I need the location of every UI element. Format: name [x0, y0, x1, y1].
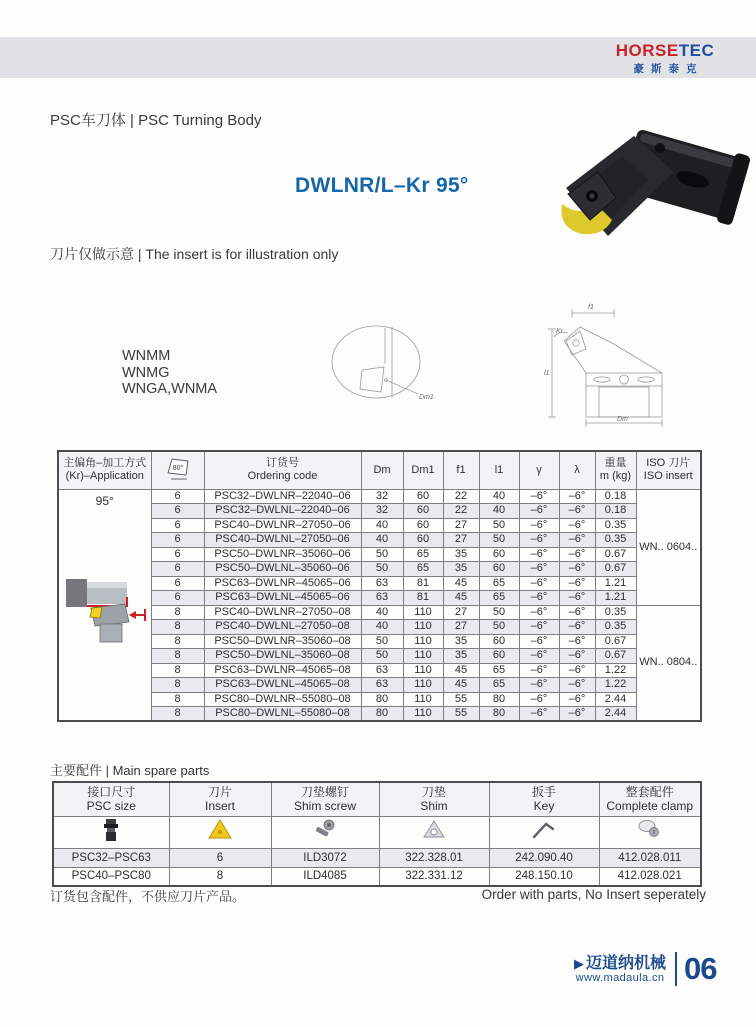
cell-f1: 45 — [443, 576, 479, 591]
cell-g: –6° — [519, 533, 559, 548]
cell-code: PSC80–DWLNR–55080–08 — [204, 692, 361, 707]
spare-col-shim — [379, 782, 489, 816]
spare-col-en: Shim — [420, 799, 448, 814]
iso-insert-cell: WN.. 0604.. — [636, 489, 701, 605]
cell-dm1: 110 — [403, 605, 443, 620]
cell-dm: 40 — [361, 620, 403, 635]
cell-dm: 50 — [361, 649, 403, 664]
cell-dm1: 60 — [403, 504, 443, 519]
cell-m: 1.21 — [595, 576, 636, 591]
spare-col-en: Shim screw — [293, 799, 356, 814]
cell-m: 2.44 — [595, 707, 636, 722]
cell-dm: 32 — [361, 489, 403, 504]
psc-coupling-icon — [97, 817, 125, 843]
cell-g: –6° — [519, 591, 559, 606]
key-icon-cell — [489, 816, 599, 848]
cell-g: –6° — [519, 489, 559, 504]
cell-l: –6° — [559, 547, 595, 562]
cell-dm1: 81 — [403, 591, 443, 606]
cell-size: 8 — [151, 649, 204, 664]
ordering-table-row — [58, 634, 701, 649]
cell-m: 0.67 — [595, 634, 636, 649]
cell-g: –6° — [519, 504, 559, 519]
cell-f1: 55 — [443, 707, 479, 722]
cell-size: 6 — [151, 547, 204, 562]
dm1-dimension-label: Dm1 — [419, 394, 434, 401]
col-insert-shape — [151, 451, 204, 489]
cell-g: –6° — [519, 518, 559, 533]
col-ordering-zh: 订货号 — [266, 457, 299, 470]
ordering-table-row — [58, 591, 701, 606]
cell-m: 0.67 — [595, 649, 636, 664]
insert-type: WNGA,WNMA — [122, 381, 218, 397]
spare-row — [53, 867, 701, 886]
col-application-zh: 主偏角–加工方式 — [63, 457, 147, 470]
cell-dm1: 110 — [403, 692, 443, 707]
cell-size: 6 — [151, 576, 204, 591]
cell-l: –6° — [559, 634, 595, 649]
col-l1: l1 — [479, 451, 519, 489]
col-dm1: Dm1 — [403, 451, 443, 489]
cell-f1: 45 — [443, 591, 479, 606]
cell-dm: 63 — [361, 576, 403, 591]
cell-m: 0.35 — [595, 620, 636, 635]
brand-block — [574, 955, 666, 984]
spare-col-en: Complete clamp — [606, 799, 694, 814]
cell-l: –6° — [559, 533, 595, 548]
cell-l: –6° — [559, 649, 595, 664]
brand-name: 迈道纳机械 — [586, 954, 667, 972]
brand-name-line — [574, 955, 666, 972]
shim-icon — [420, 817, 448, 843]
cell-l1: 60 — [479, 547, 519, 562]
cell-code: PSC40–DWLNR–27050–08 — [204, 605, 361, 620]
spare-row — [53, 848, 701, 867]
cell-dm1: 65 — [403, 547, 443, 562]
col-ordering-code — [204, 451, 361, 489]
cell-code: PSC50–DWLNR–35060–08 — [204, 634, 361, 649]
spare-col-en: Insert — [204, 799, 235, 814]
page-footer — [574, 951, 717, 987]
cell-dm: 63 — [361, 591, 403, 606]
cell-m: 1.21 — [595, 591, 636, 606]
application-cell — [58, 489, 151, 721]
spare-parts-title: 主要配件 | Main spare parts — [50, 763, 210, 778]
detail-drawing-dm1 — [326, 320, 438, 410]
cell-l: –6° — [559, 504, 595, 519]
cell-g: –6° — [519, 707, 559, 722]
cell-size: 8 — [151, 663, 204, 678]
cell-l: –6° — [559, 663, 595, 678]
cell-l1: 50 — [479, 533, 519, 548]
cell-g: –6° — [519, 547, 559, 562]
ordering-table-row — [58, 692, 701, 707]
cell-g: –6° — [519, 692, 559, 707]
spare-col-en: Key — [533, 799, 555, 814]
spare-col-key — [489, 782, 599, 816]
cell-code: PSC32–DWLNL–22040–06 — [204, 504, 361, 519]
cell-f1: 22 — [443, 489, 479, 504]
cell-dm: 40 — [361, 518, 403, 533]
col-weight — [595, 451, 636, 489]
ordering-table-row — [58, 576, 701, 591]
cell-code: PSC63–DWLNL–45065–08 — [204, 678, 361, 693]
spare-psc-size: PSC32–PSC63 — [53, 848, 169, 867]
f1-dimension-label: f1 — [588, 304, 594, 311]
cell-l1: 65 — [479, 678, 519, 693]
cell-f1: 27 — [443, 533, 479, 548]
cell-size: 8 — [151, 620, 204, 635]
cell-m: 0.35 — [595, 533, 636, 548]
cell-dm: 50 — [361, 634, 403, 649]
cell-dm1: 60 — [403, 489, 443, 504]
cell-code: PSC63–DWLNR–45065–08 — [204, 663, 361, 678]
cell-dm1: 110 — [403, 620, 443, 635]
cell-g: –6° — [519, 576, 559, 591]
col-f1: f1 — [443, 451, 479, 489]
col-ordering-en: Ordering code — [247, 470, 318, 483]
iso-insert-cell: WN.. 0804.. — [636, 605, 701, 721]
cell-l1: 60 — [479, 649, 519, 664]
product-heading: DWLNR/L–Kr 95° — [295, 174, 469, 197]
cell-size: 8 — [151, 678, 204, 693]
main-table-body — [58, 489, 701, 721]
cell-g: –6° — [519, 562, 559, 577]
spare-parts-table — [52, 781, 702, 887]
logo-wordmark — [610, 42, 720, 60]
cell-size: 8 — [151, 707, 204, 722]
cell-code: PSC50–DWLNR–35060–06 — [204, 547, 361, 562]
l1-dimension-label: l1 — [544, 370, 550, 377]
cell-dm: 50 — [361, 547, 403, 562]
cell-code: PSC50–DWLNL–35060–06 — [204, 562, 361, 577]
cell-f1: 27 — [443, 605, 479, 620]
cell-l1: 80 — [479, 692, 519, 707]
insert-icon-cell — [169, 816, 271, 848]
order-note-en: Order with parts, No Insert seperately — [481, 887, 706, 902]
cell-f1: 35 — [443, 562, 479, 577]
ordering-table-row — [58, 678, 701, 693]
ordering-table-row — [58, 649, 701, 664]
clamp-icon-cell — [599, 816, 701, 848]
spare-shim-screw: ILD3072 — [271, 848, 379, 867]
cell-f1: 35 — [443, 634, 479, 649]
cell-dm1: 110 — [403, 663, 443, 678]
cell-l: –6° — [559, 591, 595, 606]
cell-code: PSC63–DWLNR–45065–06 — [204, 576, 361, 591]
shim-icon-cell — [379, 816, 489, 848]
col-weight-zh: 重量 — [604, 457, 627, 470]
spare-complete-clamp: 412.028.011 — [599, 848, 701, 867]
cell-l1: 50 — [479, 620, 519, 635]
page-number: 06 — [684, 951, 717, 986]
horsetec-logo — [610, 42, 720, 76]
cell-code: PSC63–DWLNL–45065–06 — [204, 591, 361, 606]
spare-complete-clamp: 412.028.021 — [599, 867, 701, 886]
spare-header-row — [53, 782, 701, 816]
cell-size: 8 — [151, 634, 204, 649]
shim-screw-icon — [311, 817, 339, 843]
cell-code: PSC32–DWLNR–22040–06 — [204, 489, 361, 504]
cell-l1: 65 — [479, 591, 519, 606]
cell-dm: 50 — [361, 562, 403, 577]
cell-size: 6 — [151, 562, 204, 577]
psc-coupling-icon-cell — [53, 816, 169, 848]
cell-f1: 27 — [443, 620, 479, 635]
cell-m: 2.44 — [595, 692, 636, 707]
cell-size: 6 — [151, 591, 204, 606]
col-gamma: γ — [519, 451, 559, 489]
spare-key: 242.090.40 — [489, 848, 599, 867]
spare-shim: 322.328.01 — [379, 848, 489, 867]
cell-size: 8 — [151, 692, 204, 707]
cell-l1: 65 — [479, 576, 519, 591]
insert-type-list — [122, 348, 217, 398]
cell-l1: 40 — [479, 489, 519, 504]
cell-code: PSC40–DWLNL–27050–06 — [204, 533, 361, 548]
cell-l: –6° — [559, 562, 595, 577]
cell-l: –6° — [559, 620, 595, 635]
insert-type: WNMG — [122, 364, 170, 381]
page-title: PSC车刀体 | PSC Turning Body — [50, 112, 262, 129]
cell-l: –6° — [559, 605, 595, 620]
cell-dm: 80 — [361, 692, 403, 707]
cell-m: 0.67 — [595, 562, 636, 577]
insert-type: WNMM — [122, 348, 171, 364]
cell-l: –6° — [559, 576, 595, 591]
ordering-table-row — [58, 547, 701, 562]
spare-shim: 322.331.12 — [379, 867, 489, 886]
product-photo — [550, 130, 750, 270]
order-note-zh: 订货包含配件，不供应刀片产品。 — [50, 889, 246, 904]
logo-chinese-text: 豪斯泰克 — [633, 63, 704, 75]
cell-code: PSC40–DWLNR–27050–06 — [204, 518, 361, 533]
cell-l1: 50 — [479, 605, 519, 620]
col-weight-en: m (kg) — [599, 470, 632, 483]
cell-f1: 22 — [443, 504, 479, 519]
spare-col-complete-clamp — [599, 782, 701, 816]
cell-m: 0.18 — [595, 504, 636, 519]
cell-g: –6° — [519, 678, 559, 693]
cell-g: –6° — [519, 663, 559, 678]
spare-psc-size: PSC40–PSC80 — [53, 867, 169, 886]
brand-arrow-icon: ▶ — [574, 955, 584, 971]
ordering-table-row — [58, 489, 701, 504]
cell-dm: 32 — [361, 504, 403, 519]
cell-f1: 35 — [443, 547, 479, 562]
ordering-table-row — [58, 707, 701, 722]
cell-m: 0.35 — [595, 518, 636, 533]
col-iso-insert — [636, 451, 701, 489]
ordering-table-row — [58, 562, 701, 577]
cell-code: PSC80–DWLNL–55080–08 — [204, 707, 361, 722]
cell-dm1: 60 — [403, 533, 443, 548]
hex-key-icon — [530, 817, 558, 843]
spare-icons-row — [53, 816, 701, 848]
brand-url[interactable]: www.madaula.cn — [575, 971, 665, 984]
spare-col-en: PSC size — [86, 799, 136, 814]
ordering-table-row — [58, 533, 701, 548]
col-dm: Dm — [361, 451, 403, 489]
cell-g: –6° — [519, 620, 559, 635]
cell-l1: 80 — [479, 707, 519, 722]
insert-80deg-icon — [163, 454, 193, 482]
insert-icon — [206, 817, 234, 843]
cell-code: PSC40–DWLNL–27050–08 — [204, 620, 361, 635]
cell-dm: 80 — [361, 707, 403, 722]
cell-m: 0.35 — [595, 605, 636, 620]
table-header-row — [58, 451, 701, 489]
shim-screw-icon-cell — [271, 816, 379, 848]
ordering-table-row — [58, 504, 701, 519]
cell-l1: 65 — [479, 663, 519, 678]
spare-col-zh: 刀片 — [207, 785, 232, 800]
cell-l: –6° — [559, 518, 595, 533]
spare-col-zh: 扳手 — [531, 785, 556, 800]
spare-col-shim-screw — [271, 782, 379, 816]
cell-l1: 60 — [479, 562, 519, 577]
cell-size: 6 — [151, 533, 204, 548]
cell-l1: 50 — [479, 518, 519, 533]
cell-size: 8 — [151, 605, 204, 620]
cell-code: PSC50–DWLNL–35060–08 — [204, 649, 361, 664]
ordering-table-row — [58, 518, 701, 533]
spare-col-zh: 接口尺寸 — [87, 785, 136, 800]
spare-col-zh: 刀垫 — [421, 785, 446, 800]
spare-col-zh: 整套配件 — [625, 785, 674, 800]
cell-g: –6° — [519, 605, 559, 620]
cell-dm1: 65 — [403, 562, 443, 577]
cell-size: 6 — [151, 518, 204, 533]
cell-g: –6° — [519, 649, 559, 664]
col-iso-zh: ISO 刀片 — [646, 457, 691, 470]
cell-dm: 63 — [361, 663, 403, 678]
cell-l1: 60 — [479, 634, 519, 649]
cell-m: 0.18 — [595, 489, 636, 504]
spare-col-zh: 刀垫螺钉 — [300, 785, 349, 800]
cell-l: –6° — [559, 692, 595, 707]
spare-col-psc-size — [53, 782, 169, 816]
cell-m: 1.22 — [595, 678, 636, 693]
cell-dm: 40 — [361, 533, 403, 548]
insert-angle-label: 80° — [172, 465, 183, 473]
kr-angle-label: Kr — [556, 328, 563, 335]
cell-dm1: 110 — [403, 634, 443, 649]
dm-dimension-label: Dm — [617, 416, 628, 423]
col-lambda: λ — [559, 451, 595, 489]
spare-col-insert — [169, 782, 271, 816]
cell-dm1: 110 — [403, 649, 443, 664]
cell-l1: 40 — [479, 504, 519, 519]
ordering-table-row — [58, 605, 701, 620]
col-application-en: (Kr)–Application — [65, 470, 144, 483]
cell-dm1: 110 — [403, 678, 443, 693]
cell-size: 6 — [151, 489, 204, 504]
cell-f1: 55 — [443, 692, 479, 707]
spare-shim-screw: ILD4085 — [271, 867, 379, 886]
spare-insert-size: 8 — [169, 867, 271, 886]
col-iso-en: ISO insert — [643, 470, 693, 483]
cell-f1: 35 — [443, 649, 479, 664]
ordering-table-row — [58, 620, 701, 635]
logo-horse-text: HORSE — [615, 41, 679, 60]
cell-f1: 45 — [443, 678, 479, 693]
cell-dm1: 60 — [403, 518, 443, 533]
cell-m: 0.67 — [595, 547, 636, 562]
cell-dm: 40 — [361, 605, 403, 620]
application-diagram-icon — [61, 570, 149, 646]
cell-dm1: 81 — [403, 576, 443, 591]
spare-key: 248.150.10 — [489, 867, 599, 886]
cell-dm1: 110 — [403, 707, 443, 722]
cell-m: 1.22 — [595, 663, 636, 678]
ordering-table-row — [58, 663, 701, 678]
footer-divider — [675, 952, 677, 986]
complete-clamp-icon — [636, 817, 664, 843]
logo-tec-text: TEC — [678, 41, 715, 60]
ordering-table — [57, 450, 702, 722]
cell-f1: 27 — [443, 518, 479, 533]
cell-f1: 45 — [443, 663, 479, 678]
col-application — [58, 451, 151, 489]
application-cell-content — [59, 490, 151, 646]
kr-value: 95° — [95, 493, 114, 508]
cell-l: –6° — [559, 707, 595, 722]
insert-note: 刀片仅做示意 | The insert is for illustration only — [50, 246, 339, 262]
cell-g: –6° — [519, 634, 559, 649]
cell-l: –6° — [559, 678, 595, 693]
side-view-drawing — [542, 299, 692, 429]
spare-insert-size: 6 — [169, 848, 271, 867]
cell-size: 6 — [151, 504, 204, 519]
cell-l: –6° — [559, 489, 595, 504]
cell-dm: 63 — [361, 678, 403, 693]
